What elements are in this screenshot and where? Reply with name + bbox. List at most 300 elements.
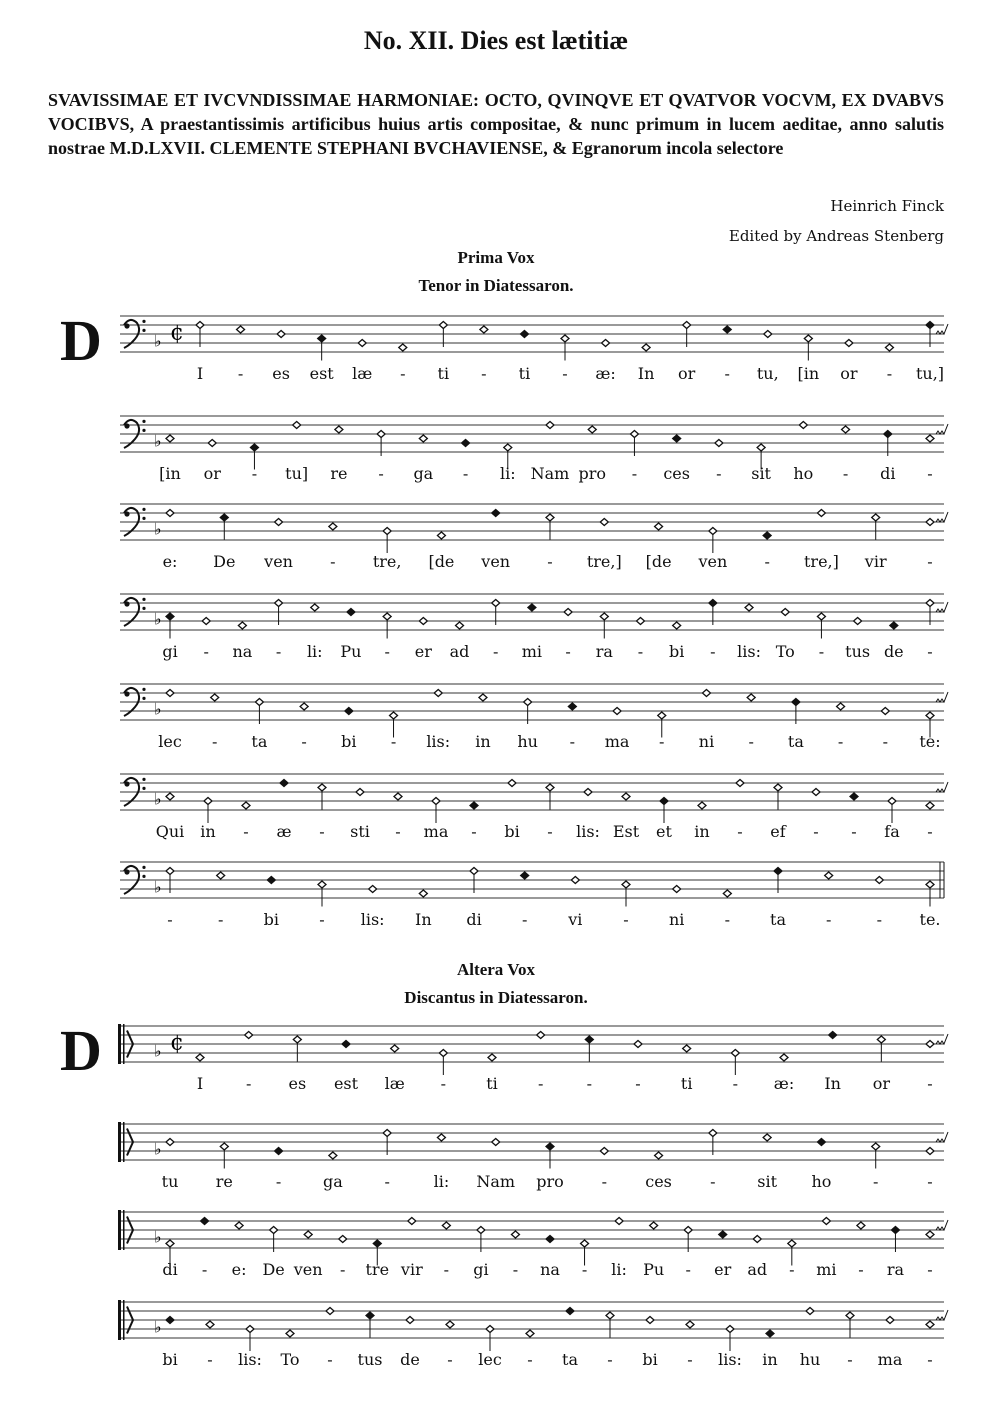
note-icon: [537, 1032, 545, 1039]
lyric-syllable: tu,]: [915, 364, 945, 383]
source-description: SVAVISSIMAE ET IVCVNDISSIMAE HARMONIAE: OCTO, QVINQVE ET QVATVOR VOCVM, EX DVABVS VOCIBVS, A praestantissimis artificibus huius artis compositae, & nunc primum in lucem aeditae, anno salutis nostrae M.D.LXVII. CLEMENTE STEPHANI BVCHAVIENSE, & Egranorum incola selectore: [48, 90, 944, 158]
note-icon: [747, 694, 755, 701]
note-icon: [201, 1218, 209, 1225]
note-icon: [753, 1236, 761, 1243]
lyric-syllable: æ:: [773, 1074, 795, 1093]
note-icon: [479, 694, 487, 701]
lyric-syllable: -: [927, 552, 933, 571]
note-icon: [781, 609, 789, 616]
lyric-syllable: -: [384, 1172, 390, 1191]
lyrics-line: [0, 1074, 992, 1098]
staff-svg: [0, 1018, 992, 1112]
lyric-syllable: -: [481, 364, 487, 383]
lyric-syllable: di: [466, 910, 482, 929]
lyric-syllable: ta: [787, 732, 804, 751]
note-icon: [220, 1143, 228, 1169]
note-icon: [881, 708, 889, 715]
lyric-syllable: lis:: [426, 732, 451, 751]
lyric-syllable: li:: [499, 464, 516, 483]
note-icon: [211, 694, 219, 701]
lyric-syllable: Qui: [155, 822, 185, 841]
note-icon: [166, 1139, 174, 1146]
lyric-syllable: ho: [811, 1172, 832, 1191]
note-icon: [763, 1134, 771, 1141]
lyric-syllable: ga: [413, 464, 434, 483]
lyrics-line: [0, 732, 992, 756]
note-icon: [872, 514, 880, 540]
note-icon: [606, 1312, 614, 1338]
note-icon: [817, 510, 825, 517]
note-icon: [311, 604, 319, 611]
lyric-syllable: ces: [663, 464, 690, 483]
lyric-syllable: ma: [423, 822, 449, 841]
note-icon: [568, 703, 576, 710]
note-icon: [238, 622, 246, 629]
note-icon: [434, 690, 442, 697]
lyric-syllable: -: [659, 732, 665, 751]
note-icon: [275, 519, 283, 526]
lyric-syllable: ti: [437, 364, 450, 383]
lyric-syllable: [in: [797, 364, 820, 383]
note-icon: [293, 422, 301, 429]
lyric-syllable: -: [685, 1260, 691, 1279]
lyric-syllable: -: [927, 1350, 933, 1369]
note-icon: [446, 1321, 454, 1328]
lyric-syllable: est: [333, 1074, 359, 1093]
note-icon: [600, 613, 608, 639]
note-icon: [766, 1330, 774, 1337]
lyric-syllable: de: [400, 1350, 420, 1369]
lyric-syllable: tre,]: [586, 552, 622, 571]
note-icon: [564, 609, 572, 616]
lyric-syllable: bi: [504, 822, 520, 841]
note-icon: [926, 1231, 934, 1238]
note-icon: [329, 523, 337, 530]
note-icon: [686, 1321, 694, 1328]
lyric-syllable: -: [607, 1350, 613, 1369]
lyric-syllable: ga: [322, 1172, 343, 1191]
lyric-syllable: -: [243, 822, 249, 841]
lyric-syllable: -: [275, 642, 282, 661]
lyric-syllable: ta: [251, 732, 268, 751]
lyric-syllable: In: [637, 364, 655, 383]
composer-credit: Heinrich Finck: [830, 197, 944, 215]
note-icon: [799, 422, 807, 429]
lyric-syllable: -: [927, 1172, 933, 1191]
lyric-syllable: -: [764, 552, 770, 571]
note-icon: [926, 1148, 934, 1155]
note-icon: [366, 1312, 374, 1338]
lyric-syllable: li:: [433, 1172, 450, 1191]
lyric-syllable: -: [737, 822, 743, 841]
note-icon: [715, 440, 723, 447]
note-icon: [673, 622, 681, 629]
lyric-syllable: bi: [162, 1350, 178, 1369]
lyric-syllable: -: [527, 1350, 533, 1369]
staff-svg: [0, 590, 992, 680]
lyric-syllable: -: [447, 1350, 453, 1369]
note-icon: [208, 440, 216, 447]
lyric-syllable: Pu: [643, 1260, 665, 1279]
note-icon: [842, 426, 850, 433]
lyric-syllable: ti: [486, 1074, 498, 1093]
note-icon: [622, 881, 630, 907]
lyric-syllable: -: [847, 1350, 853, 1369]
note-icon: [673, 886, 681, 893]
note-icon: [166, 793, 174, 800]
lyric-syllable: -: [327, 1350, 333, 1369]
note-icon: [329, 1152, 337, 1159]
note-icon: [166, 510, 174, 517]
note-icon: [890, 622, 898, 629]
lyrics-line: [0, 464, 992, 488]
lyric-syllable: est: [309, 364, 334, 383]
lyric-syllable: ma: [877, 1350, 903, 1369]
lyric-syllable: es: [272, 364, 290, 383]
note-icon: [566, 1308, 574, 1315]
note-icon: [846, 1312, 854, 1338]
lyric-syllable: -: [927, 822, 933, 841]
lyric-syllable: -: [724, 364, 730, 383]
lyric-syllable: sti: [350, 822, 370, 841]
lyric-syllable: -: [275, 1172, 282, 1191]
lyric-syllable: tus: [845, 642, 871, 661]
note-icon: [166, 690, 174, 697]
lyric-syllable: ven: [698, 552, 728, 571]
note-icon: [875, 877, 883, 884]
note-icon: [546, 422, 554, 429]
piece-title: No. XII. Dies est lætitiæ: [363, 26, 629, 55]
note-icon: [470, 802, 478, 809]
note-icon: [817, 613, 825, 639]
lyrics-line: [0, 1350, 992, 1374]
note-icon: [166, 435, 174, 442]
lyric-syllable: hu: [517, 732, 538, 751]
note-icon: [304, 1231, 312, 1238]
lyric-syllable: hu: [799, 1350, 821, 1369]
note-icon: [825, 872, 833, 879]
flat-key-signature-icon: ♭: [154, 1041, 162, 1061]
lyric-syllable: re: [215, 1172, 233, 1191]
lyric-syllable: To: [775, 642, 795, 661]
note-icon: [926, 1321, 934, 1328]
lyric-syllable: -: [400, 364, 406, 383]
lyrics-line: [0, 1260, 992, 1284]
flat-key-signature-icon: ♭: [154, 789, 162, 809]
lyric-syllable: -: [443, 1260, 450, 1279]
note-icon: [358, 340, 366, 347]
lyric-syllable: -: [340, 1260, 346, 1279]
flat-key-signature-icon: ♭: [154, 519, 162, 539]
lyric-syllable: Nam: [476, 1172, 516, 1191]
lyrics-line: [0, 364, 992, 388]
lyric-syllable: ef: [770, 822, 786, 841]
flat-key-signature-icon: ♭: [154, 699, 162, 719]
lyric-syllable: lis:: [737, 642, 761, 661]
lyric-syllable: -: [493, 642, 499, 661]
lyric-syllable: læ: [384, 1074, 405, 1093]
lyric-syllable: bi: [668, 642, 685, 661]
lyric-syllable: -: [378, 464, 384, 483]
lyric-syllable: ma: [604, 732, 630, 751]
note-icon: [369, 886, 377, 893]
note-icon: [492, 1139, 500, 1146]
lyric-syllable: tre: [365, 1260, 390, 1279]
note-icon: [546, 1236, 554, 1243]
lyric-syllable: -: [390, 732, 397, 751]
lyric-syllable: or: [872, 1074, 890, 1093]
lyric-syllable: lis:: [718, 1350, 742, 1369]
lyric-syllable: -: [825, 910, 832, 929]
lyric-syllable: -: [789, 1260, 795, 1279]
lyric-syllable: er: [414, 642, 432, 661]
lyric-syllable: tu,: [756, 364, 779, 383]
lyric-syllable: sit: [757, 1172, 778, 1191]
note-icon: [166, 1317, 174, 1324]
flat-key-signature-icon: ♭: [154, 1139, 162, 1159]
staff-svg: [0, 1120, 992, 1210]
lyric-syllable: -: [886, 364, 893, 383]
note-icon: [806, 1308, 814, 1315]
lyric-syllable: I: [196, 1074, 204, 1093]
editor-credit: Edited by Andreas Stenberg: [728, 227, 944, 245]
lyric-syllable: -: [842, 464, 849, 483]
note-icon: [300, 703, 308, 710]
note-icon: [812, 789, 820, 796]
note-icon: [845, 340, 853, 347]
lyric-syllable: ti: [518, 364, 531, 383]
note-icon: [492, 510, 500, 517]
lyric-syllable: -: [748, 732, 754, 751]
voice-2-title: Altera Vox: [457, 960, 535, 979]
note-icon: [442, 1222, 450, 1229]
lyric-syllable: re: [330, 464, 348, 483]
staff-svg: [0, 308, 992, 402]
lyric-syllable: or: [840, 364, 858, 383]
lyric-syllable: ni: [698, 732, 715, 751]
lyric-syllable: in: [475, 732, 491, 751]
note-icon: [293, 1036, 301, 1062]
lyric-syllable: ad: [747, 1260, 768, 1279]
flat-key-signature-icon: ♭: [154, 431, 162, 451]
note-icon: [526, 1330, 534, 1337]
lyric-syllable: de: [883, 642, 904, 661]
lyric-syllable: -: [710, 642, 716, 661]
note-icon: [850, 793, 858, 800]
lyric-syllable: -: [732, 1074, 739, 1093]
note-icon: [877, 1036, 885, 1062]
staff-svg: [0, 500, 992, 590]
lyric-syllable: læ: [352, 364, 373, 383]
note-icon: [391, 1045, 399, 1052]
lyric-syllable: or: [203, 464, 221, 483]
note-icon: [508, 780, 516, 787]
note-icon: [166, 613, 174, 639]
lyric-syllable: -: [203, 642, 209, 661]
note-icon: [347, 609, 355, 616]
lyric-syllable: ven: [481, 552, 511, 571]
lyric-syllable: es: [288, 1074, 307, 1093]
note-icon: [202, 618, 210, 625]
flat-key-signature-icon: ♭: [154, 1317, 162, 1337]
lyric-syllable: De: [213, 552, 236, 571]
lyric-syllable: -: [471, 822, 477, 841]
note-icon: [702, 690, 710, 697]
lyric-syllable: in: [762, 1350, 778, 1369]
lyric-syllable: e:: [231, 1260, 247, 1279]
note-icon: [673, 435, 681, 442]
lyric-syllable: lis:: [238, 1350, 262, 1369]
lyric-syllable: -: [245, 1074, 252, 1093]
note-icon: [206, 1321, 214, 1328]
lyric-syllable: -: [384, 642, 390, 661]
note-icon: [561, 335, 569, 361]
lyric-syllable: ven: [264, 552, 293, 571]
note-icon: [356, 789, 364, 796]
lyric-syllable: -: [581, 1260, 588, 1279]
voice-2-initial: D: [60, 1018, 102, 1083]
note-icon: [829, 1032, 837, 1039]
lyric-syllable: -: [623, 910, 629, 929]
note-icon: [780, 1054, 788, 1061]
lyric-syllable: tu: [161, 1172, 179, 1191]
lyric-syllable: pro: [578, 464, 606, 483]
note-icon: [488, 1054, 496, 1061]
lyric-syllable: -: [635, 1074, 641, 1093]
lyric-syllable: bi: [263, 910, 280, 929]
note-icon: [196, 1054, 204, 1061]
lyric-syllable: di: [162, 1260, 178, 1279]
lyric-syllable: I: [196, 364, 204, 383]
lyric-syllable: -: [601, 1172, 607, 1191]
note-icon: [774, 784, 782, 810]
lyric-syllable: -: [512, 1260, 519, 1279]
lyric-syllable: lec: [478, 1350, 502, 1369]
note-icon: [318, 335, 326, 361]
note-icon: [886, 1317, 894, 1324]
note-icon: [237, 326, 245, 333]
note-icon: [383, 613, 391, 639]
lyric-syllable: Est: [612, 822, 640, 841]
note-icon: [345, 708, 353, 715]
lyric-syllable: -: [837, 732, 844, 751]
note-icon: [698, 802, 706, 809]
lyric-syllable: -: [851, 822, 857, 841]
lyric-syllable: Pu: [340, 642, 362, 661]
lyric-syllable: æ: [276, 822, 292, 841]
staff-svg: [0, 858, 992, 948]
lyric-syllable: -: [858, 1260, 864, 1279]
lyric-syllable: ho: [793, 464, 814, 483]
lyric-syllable: e:: [162, 552, 178, 571]
note-icon: [480, 326, 488, 333]
lyric-syllable: ti: [680, 1074, 693, 1093]
lyrics-line: [0, 1172, 992, 1196]
note-icon: [822, 1218, 830, 1225]
flat-key-signature-icon: ♭: [154, 331, 162, 351]
note-icon: [926, 435, 934, 442]
note-icon: [745, 604, 753, 611]
lyric-syllable: tre,: [372, 552, 402, 571]
voice-1-subtitle: Tenor in Diatessaron.: [418, 276, 574, 295]
note-icon: [520, 331, 528, 338]
note-icon: [723, 326, 731, 333]
lyric-syllable: To: [280, 1350, 300, 1369]
lyric-syllable: mi: [816, 1260, 837, 1279]
lyric-syllable: bi: [341, 732, 357, 751]
note-icon: [634, 1041, 642, 1048]
lyric-syllable: te:: [919, 732, 941, 751]
note-icon: [267, 877, 275, 884]
lyric-syllable: æ:: [595, 364, 616, 383]
lyric-syllable: fa: [884, 822, 900, 841]
lyric-syllable: -: [319, 822, 325, 841]
note-icon: [763, 532, 771, 539]
lyric-syllable: -: [319, 910, 325, 929]
note-icon: [546, 514, 554, 540]
note-icon: [926, 519, 934, 526]
lyric-syllable: ta: [770, 910, 786, 929]
note-icon: [764, 331, 772, 338]
lyric-syllable: -: [927, 642, 933, 661]
lyric-syllable: na: [540, 1260, 560, 1279]
lyric-syllable: -: [586, 1074, 593, 1093]
lyric-syllable: ra: [595, 642, 613, 661]
lyric-syllable: ra: [886, 1260, 905, 1279]
note-icon: [650, 1222, 658, 1229]
lyric-syllable: -: [876, 910, 883, 929]
note-icon: [521, 872, 529, 879]
lyric-syllable: ad: [449, 642, 470, 661]
lyric-syllable: or: [678, 364, 696, 383]
note-icon: [584, 789, 592, 796]
note-icon: [437, 1134, 445, 1141]
lyric-syllable: -: [547, 822, 553, 841]
flat-key-signature-icon: ♭: [154, 1227, 162, 1247]
note-icon: [220, 514, 228, 540]
lyrics-line: [0, 552, 992, 576]
lyric-syllable: -: [547, 552, 553, 571]
lyric-syllable: tus: [357, 1350, 383, 1369]
note-icon: [646, 1317, 654, 1324]
note-icon: [286, 1330, 294, 1337]
note-icon: [419, 435, 427, 442]
note-icon: [511, 1231, 519, 1238]
note-icon: [683, 1045, 691, 1052]
note-icon: [736, 780, 744, 787]
lyric-syllable: -: [521, 910, 528, 929]
note-icon: [600, 1148, 608, 1155]
lyrics-line: [0, 822, 992, 846]
lyric-syllable: -: [330, 552, 336, 571]
lyric-syllable: -: [724, 910, 731, 929]
voice-2-subtitle: Discantus in Diatessaron.: [404, 988, 588, 1007]
note-icon: [394, 793, 402, 800]
voice-1-initial: D: [60, 308, 102, 373]
note-icon: [600, 519, 608, 526]
lyric-syllable: Nam: [530, 464, 570, 483]
lyric-syllable: -: [167, 910, 173, 929]
note-icon: [885, 344, 893, 351]
lyric-syllable: tre,]: [803, 552, 839, 571]
lyric-syllable: lis:: [576, 822, 600, 841]
note-icon: [235, 1222, 243, 1229]
note-icon: [854, 618, 862, 625]
lyric-syllable: tu]: [285, 464, 309, 483]
lyric-syllable: -: [637, 642, 644, 661]
note-icon: [456, 622, 464, 629]
lyric-syllable: gi: [473, 1260, 489, 1279]
